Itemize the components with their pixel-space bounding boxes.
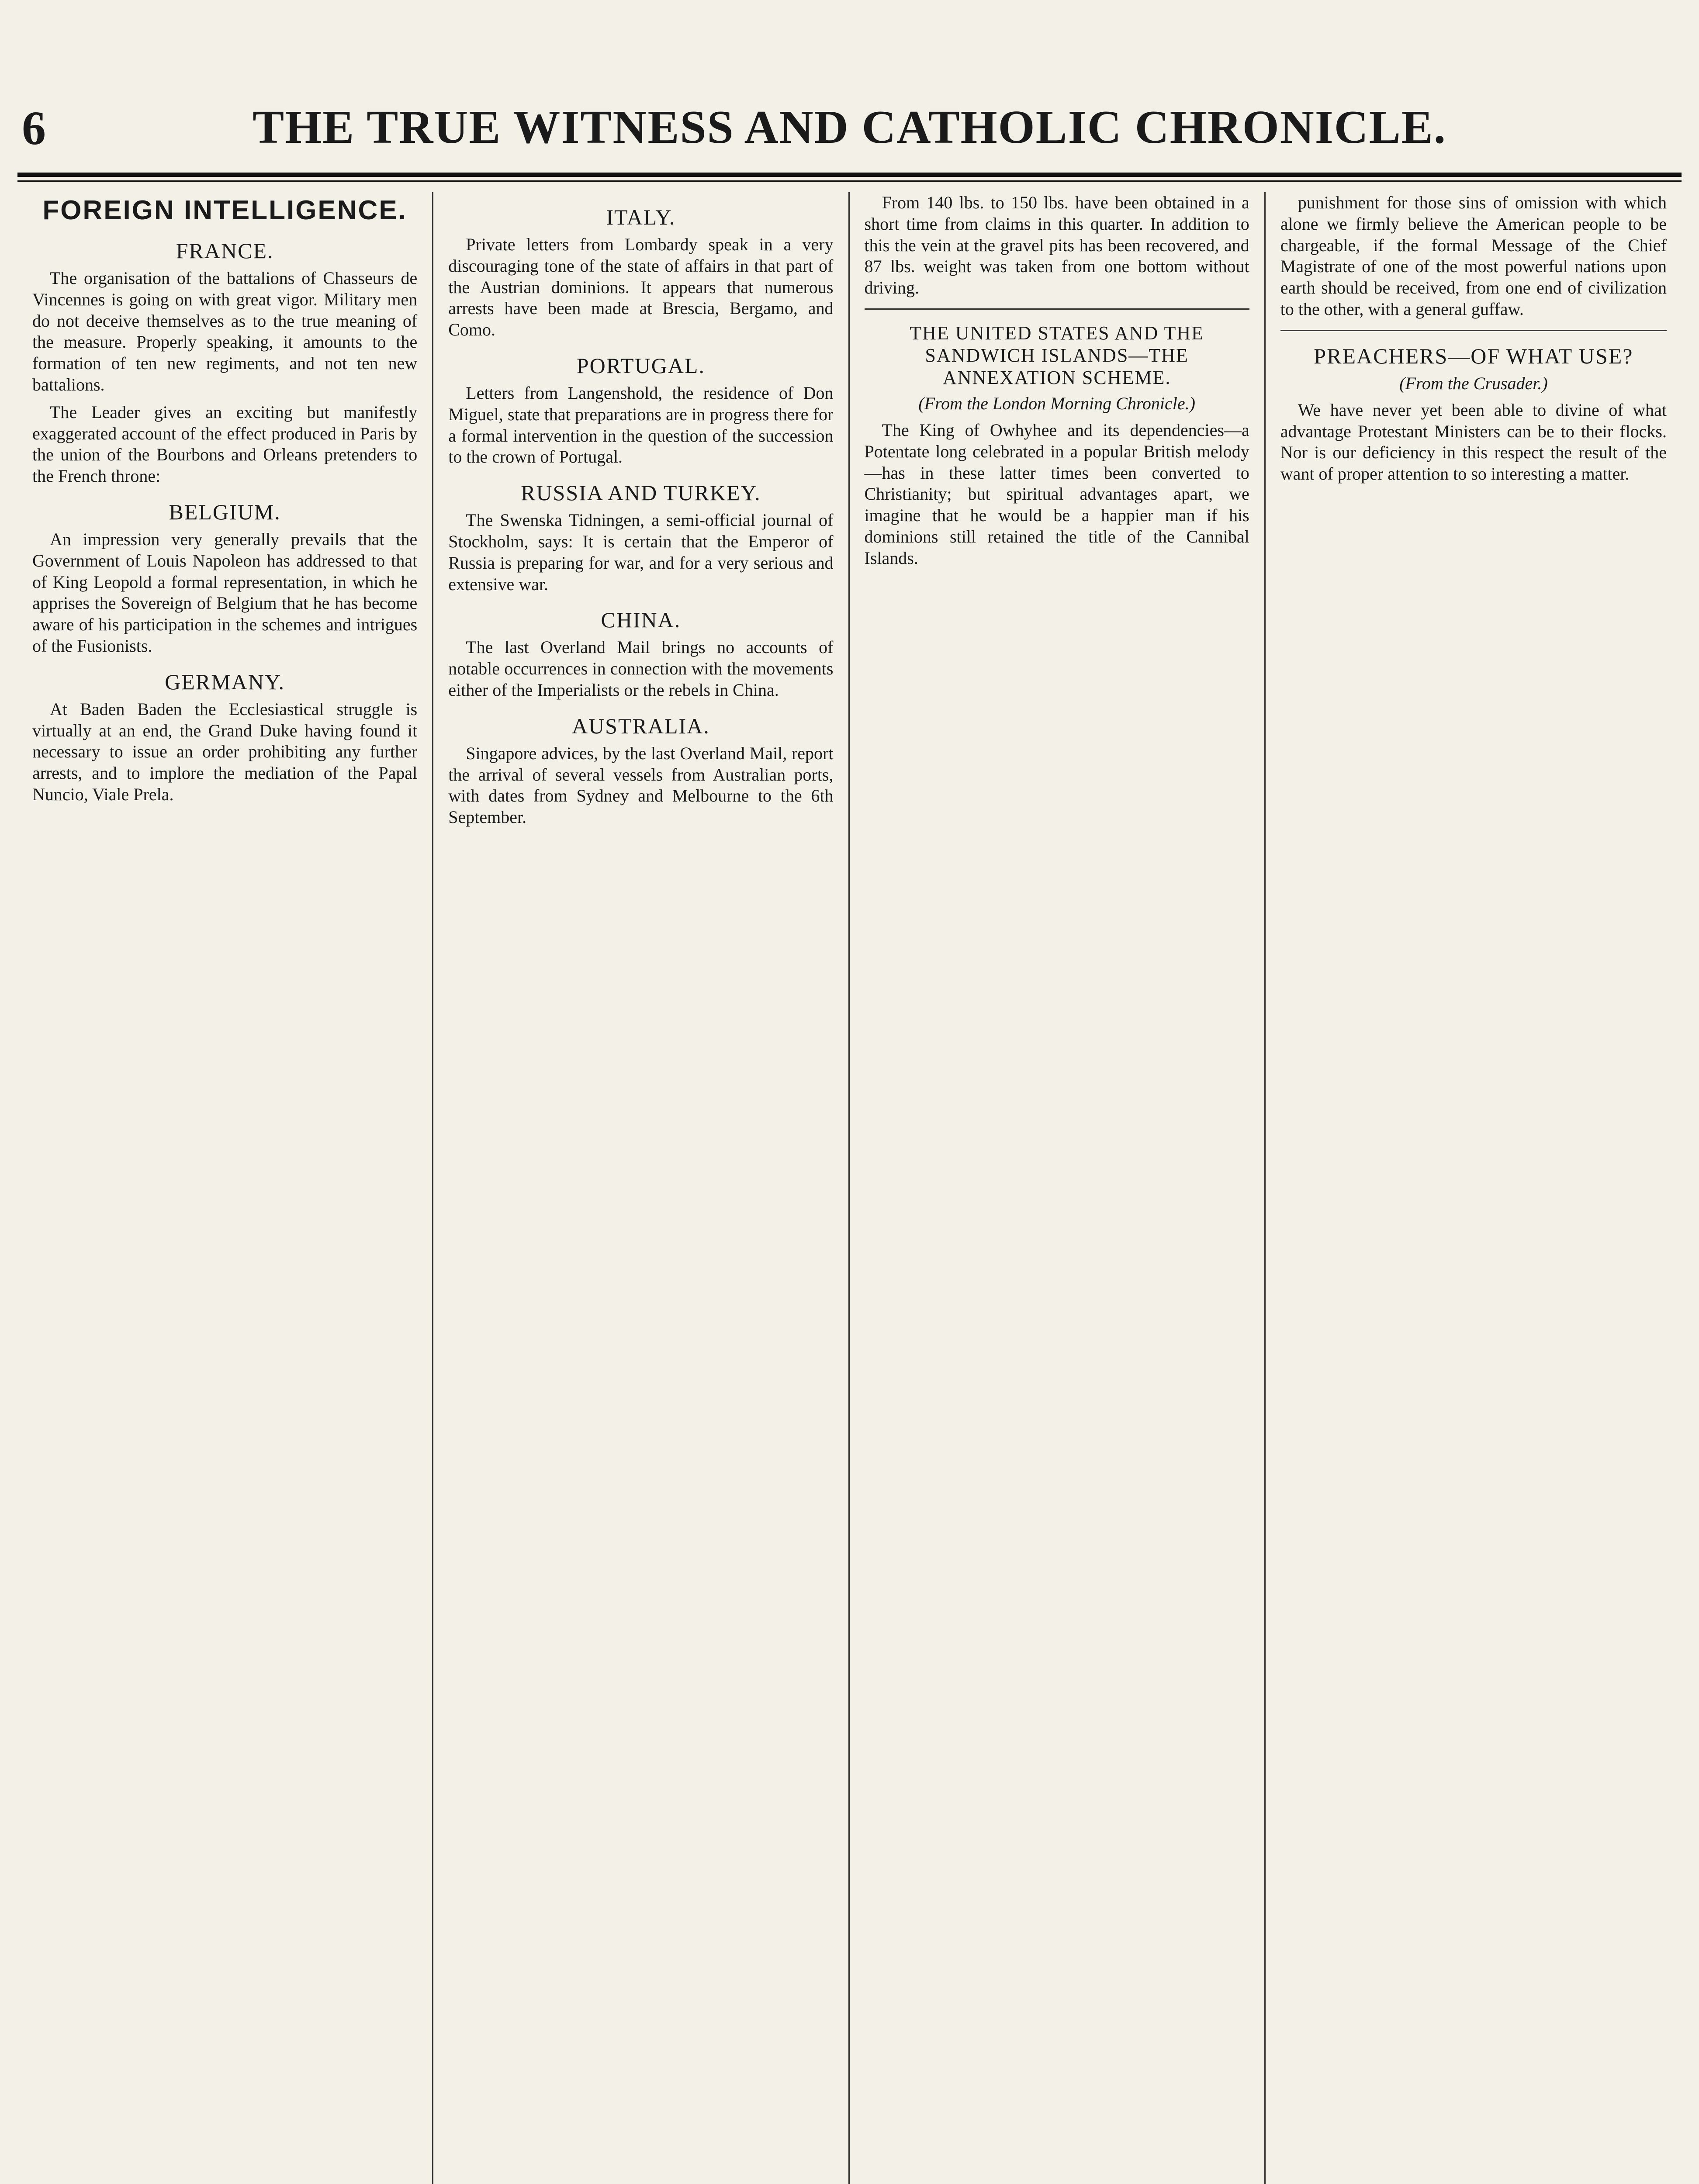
section-heading-australia: AUSTRALIA. — [571, 713, 710, 738]
article-text: punishment for those sins of omission with which alone we firmly believe the American people to be chargeable, if the formal Message of the Chief Magistrate of one of the most powerful nations upon earth should be received, from one end of civilization to the other, with a general guffaw. — [1280, 193, 1667, 319]
section-heading-france: FRANCE. — [176, 238, 274, 263]
masthead-rule — [17, 173, 1682, 177]
article-text: We have never yet been able to divine of what advantage Protestant Ministers can be to their flocks. Nor is our deficiency in this respect the result of the want of proper attention to so interesting a matter. — [1280, 400, 1667, 484]
page-number: 6 — [22, 101, 46, 155]
section-heading-germany: GERMANY. — [165, 669, 285, 694]
article-text: Letters from Langenshold, the residence of Don Miguel, state that preparations are in progress there for a formal intervention in the question of the succession to the crown of Portugal. — [448, 383, 834, 467]
section-heading-belgium: BELGIUM. — [169, 499, 281, 524]
column-3 — [850, 192, 1266, 2184]
article-text: An impression very generally prevails that the Government of Louis Napoleon has addressed to that of King Leopold a formal representation, in which he apprises the Sovereign of Belgium that he has become aware of his participation in the schemes and intrigues of the Fusionists. — [32, 529, 418, 656]
article-divider — [1280, 330, 1667, 331]
section-heading-portugal: PORTUGAL. — [576, 353, 705, 378]
section-heading-preachers: PREACHERS—OF WHAT USE? — [1314, 343, 1633, 368]
section-banner: FOREIGN INTELLIGENCE. — [42, 195, 407, 225]
article-source: (From the London Morning Chronicle.) — [918, 393, 1195, 413]
article-text: At Baden Baden the Ecclesiastical struggle is virtually at an end, the Grand Duke having found it necessary to issue an order prohibiting any further arrests, and to implore the mediation of the Papal Nuncio, Viale Prela. — [32, 699, 418, 804]
article-source: (From the Crusader.) — [1399, 373, 1548, 393]
article-text: The King of Owhyhee and its dependencies—a Potentate long celebrated in a popular British melody—has in these latter times been converted to Christianity; but spiritual advantages apart, we imagine that he would be a happier man if his dominions still retained the title of the Cannibal Islands. — [864, 420, 1249, 568]
article-text: The last Overland Mail brings no accounts of notable occurrences in connection with the movements either of the Imperialists or the rebels in China. — [448, 637, 834, 700]
column-2 — [433, 192, 849, 2184]
column-4 — [1266, 192, 1682, 2184]
article-text: The Swenska Tidningen, a semi-official journal of Stockholm, says: It is certain that the Emperor of Russia is preparing for war, and for a very serious and extensive war. — [448, 510, 834, 594]
section-heading-china: CHINA. — [601, 608, 681, 632]
article-text: The organisation of the battalions of Chasseurs de Vincennes is going on with great vigor. Military men do not deceive themselves as to the true meaning of the measure. Properly speaking, it amounts to the formation of ten new regiments, and not ten new battalions. — [32, 268, 418, 394]
section-heading-sandwich-islands: THE UNITED STATES AND THE SANDWICH ISLANDS—THE ANNEXATION SCHEME. — [910, 322, 1204, 388]
masthead — [17, 83, 1682, 175]
article-text: Singapore advices, by the last Overland Mail, report the arrival of several vessels from Australian ports, with dates from Sydney and Melbourne to the 6th September. — [448, 743, 834, 827]
column-1 — [17, 192, 433, 2184]
article-text: The Leader gives an exciting but manifestly exaggerated account of the effect produced in Paris by the union of the Bourbons and Orleans pretenders to the French throne: — [32, 402, 418, 486]
newspaper-title: THE TRUE WITNESS AND CATHOLIC CHRONICLE. — [253, 101, 1446, 153]
columns — [17, 192, 1682, 2184]
section-heading-russia-turkey: RUSSIA AND TURKEY. — [521, 480, 761, 505]
article-divider — [865, 308, 1249, 310]
article-text: Private letters from Lombardy speak in a very discouraging tone of the state of affairs in that part of the Austrian dominions. It appears that numerous arrests have been made at Brescia, Bergamo, and Como. — [448, 235, 834, 340]
section-heading-italy: ITALY. — [606, 205, 676, 229]
article-text: From 140 lbs. to 150 lbs. have been obtained in a short time from claims in this quarter. In addition to this the vein at the gravel pits has been recovered, and 87 lbs. weight was taken from one bottom without driving. — [864, 193, 1249, 298]
masthead-rule-thin — [17, 180, 1682, 182]
